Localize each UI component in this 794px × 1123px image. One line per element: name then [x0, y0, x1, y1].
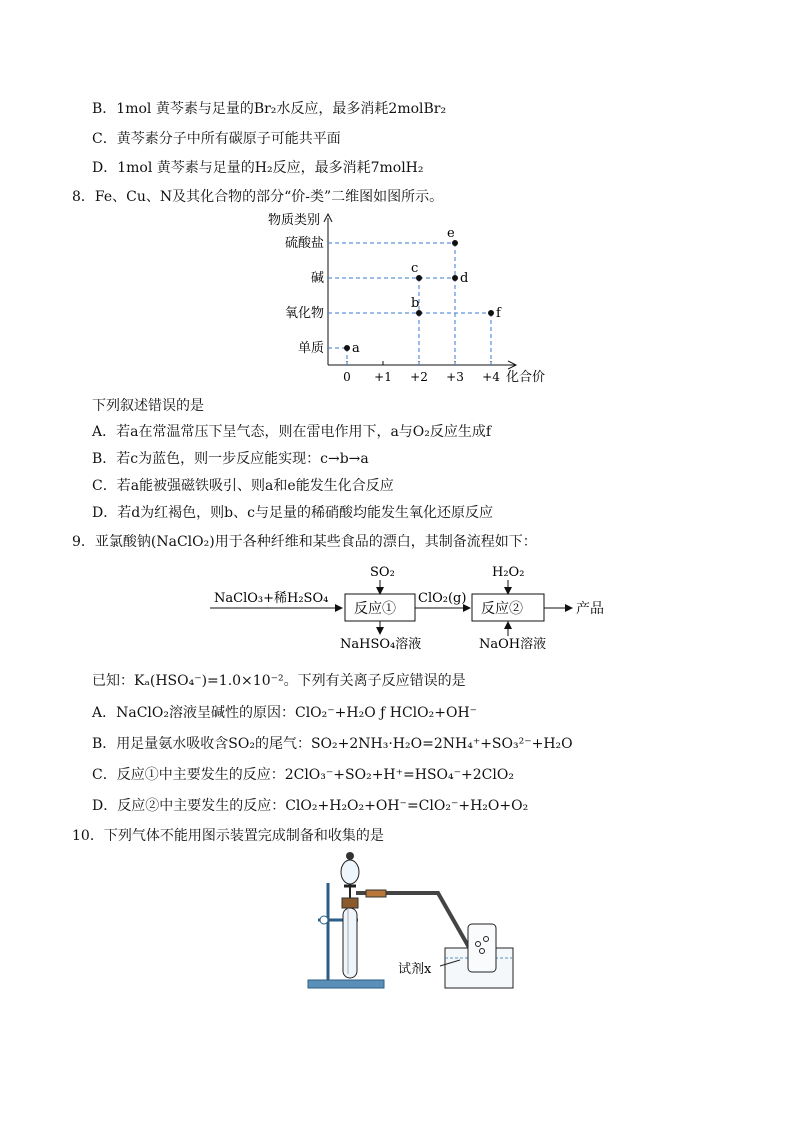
rubber-joint — [366, 890, 386, 897]
flow-intermediate: ClO₂(g) — [418, 591, 467, 606]
point-f — [488, 310, 494, 316]
point-label-e: e — [447, 226, 455, 241]
option-8d: D．若d为红褐色，则b、c与足量的稀硝酸均能发生氧化还原反应 — [92, 505, 493, 521]
separatory-funnel — [341, 860, 359, 884]
flow-reagent2: H₂O₂ — [492, 565, 525, 580]
x-axis-title: 化合价 — [506, 370, 546, 385]
flow-reagent1: SO₂ — [370, 565, 395, 580]
question-10-stem: 10．下列气体不能用图示装置完成制备和收集的是 — [72, 828, 384, 844]
gas-apparatus-diagram — [300, 848, 530, 993]
known-condition: 已知：Kₐ(HSO₄⁻)=1.0×10⁻²。下列有关离子反应错误的是 — [92, 673, 466, 689]
point-a — [344, 345, 350, 351]
y-tick-label: 氧化物 — [284, 306, 324, 321]
flow-output: 产品 — [576, 601, 604, 617]
flow-box1-label: 反应① — [354, 601, 396, 617]
question-9-stem: 9．亚氯酸钠(NaClO₂)用于各种纤维和某些食品的漂白，其制备流程如下： — [72, 534, 537, 550]
option-9a: A．NaClO₂溶液呈碱性的原因：ClO₂⁻+H₂O ƒ HClO₂+OH⁻ — [92, 705, 478, 721]
flow-reagent3: NaOH溶液 — [479, 637, 547, 652]
x-tick-label: +1 — [374, 370, 392, 384]
flow-box2-label: 反应② — [481, 601, 523, 617]
x-tick-label: +2 — [410, 370, 428, 384]
option-9b: B．用足量氨水吸收含SO₂的尾气：SO₂+2NH₃·H₂O=2NH₄⁺+SO₃²⁻+H₂O — [92, 736, 573, 752]
x-tick-label: +3 — [446, 370, 464, 384]
y-axis-title: 物质类别 — [268, 213, 321, 228]
flow-input: NaClO₃+稀H₂SO₄ — [214, 591, 329, 606]
point-label-c: c — [411, 261, 419, 276]
point-label-b: b — [411, 296, 420, 311]
option-8c: C．若a能被强磁铁吸引、则a和e能发生化合反应 — [92, 478, 394, 494]
x-tick-label: +4 — [482, 370, 500, 384]
y-tick-label: 单质 — [297, 341, 324, 356]
question-8-prompt: 下列叙述错误的是 — [92, 398, 204, 414]
point-d — [452, 275, 458, 281]
option-d-prev: D．1mol 黄芩素与足量的H₂反应，最多消耗7molH₂ — [92, 160, 424, 176]
reagent-x-label: 试剂x — [398, 962, 432, 977]
point-label-d: d — [460, 271, 469, 286]
y-tick-label: 硫酸盐 — [284, 236, 324, 251]
option-8b: B．若c为蓝色，则一步反应能实现：c→b→a — [92, 451, 369, 467]
preparation-flowchart — [200, 556, 620, 652]
stand-base — [308, 980, 384, 988]
option-9d: D．反应②中主要发生的反应：ClO₂+H₂O₂+OH⁻=ClO₂⁻+H₂O+O₂ — [92, 798, 529, 814]
valence-class-chart — [260, 210, 560, 390]
flow-byproduct1: NaHSO₄溶液 — [340, 637, 422, 652]
x-tick-label: 0 — [343, 370, 351, 384]
option-c-prev: C．黄芩素分子中所有碳原子可能共平面 — [92, 131, 341, 147]
point-label-f: f — [496, 306, 501, 321]
point-label-a: a — [352, 341, 360, 356]
option-8b-prev: B．1mol 黄芩素与足量的Br₂水反应，最多消耗2molBr₂ — [92, 101, 447, 117]
question-8-stem: 8．Fe、Cu、N及其化合物的部分“价-类”二维图如图所示。 — [72, 189, 444, 205]
y-tick-label: 碱 — [310, 271, 324, 286]
funnel-stopper — [346, 852, 354, 860]
rubber-stopper — [342, 898, 358, 908]
option-9c: C．反应①中主要发生的反应：2ClO₃⁻+SO₂+H⁺=HSO₄⁻+2ClO₂ — [92, 767, 514, 783]
option-8a: A．若a在常温常压下呈气态，则在雷电作用下，a与O₂反应生成f — [92, 424, 492, 440]
test-tube — [343, 908, 357, 978]
clamp-knob — [320, 916, 328, 924]
